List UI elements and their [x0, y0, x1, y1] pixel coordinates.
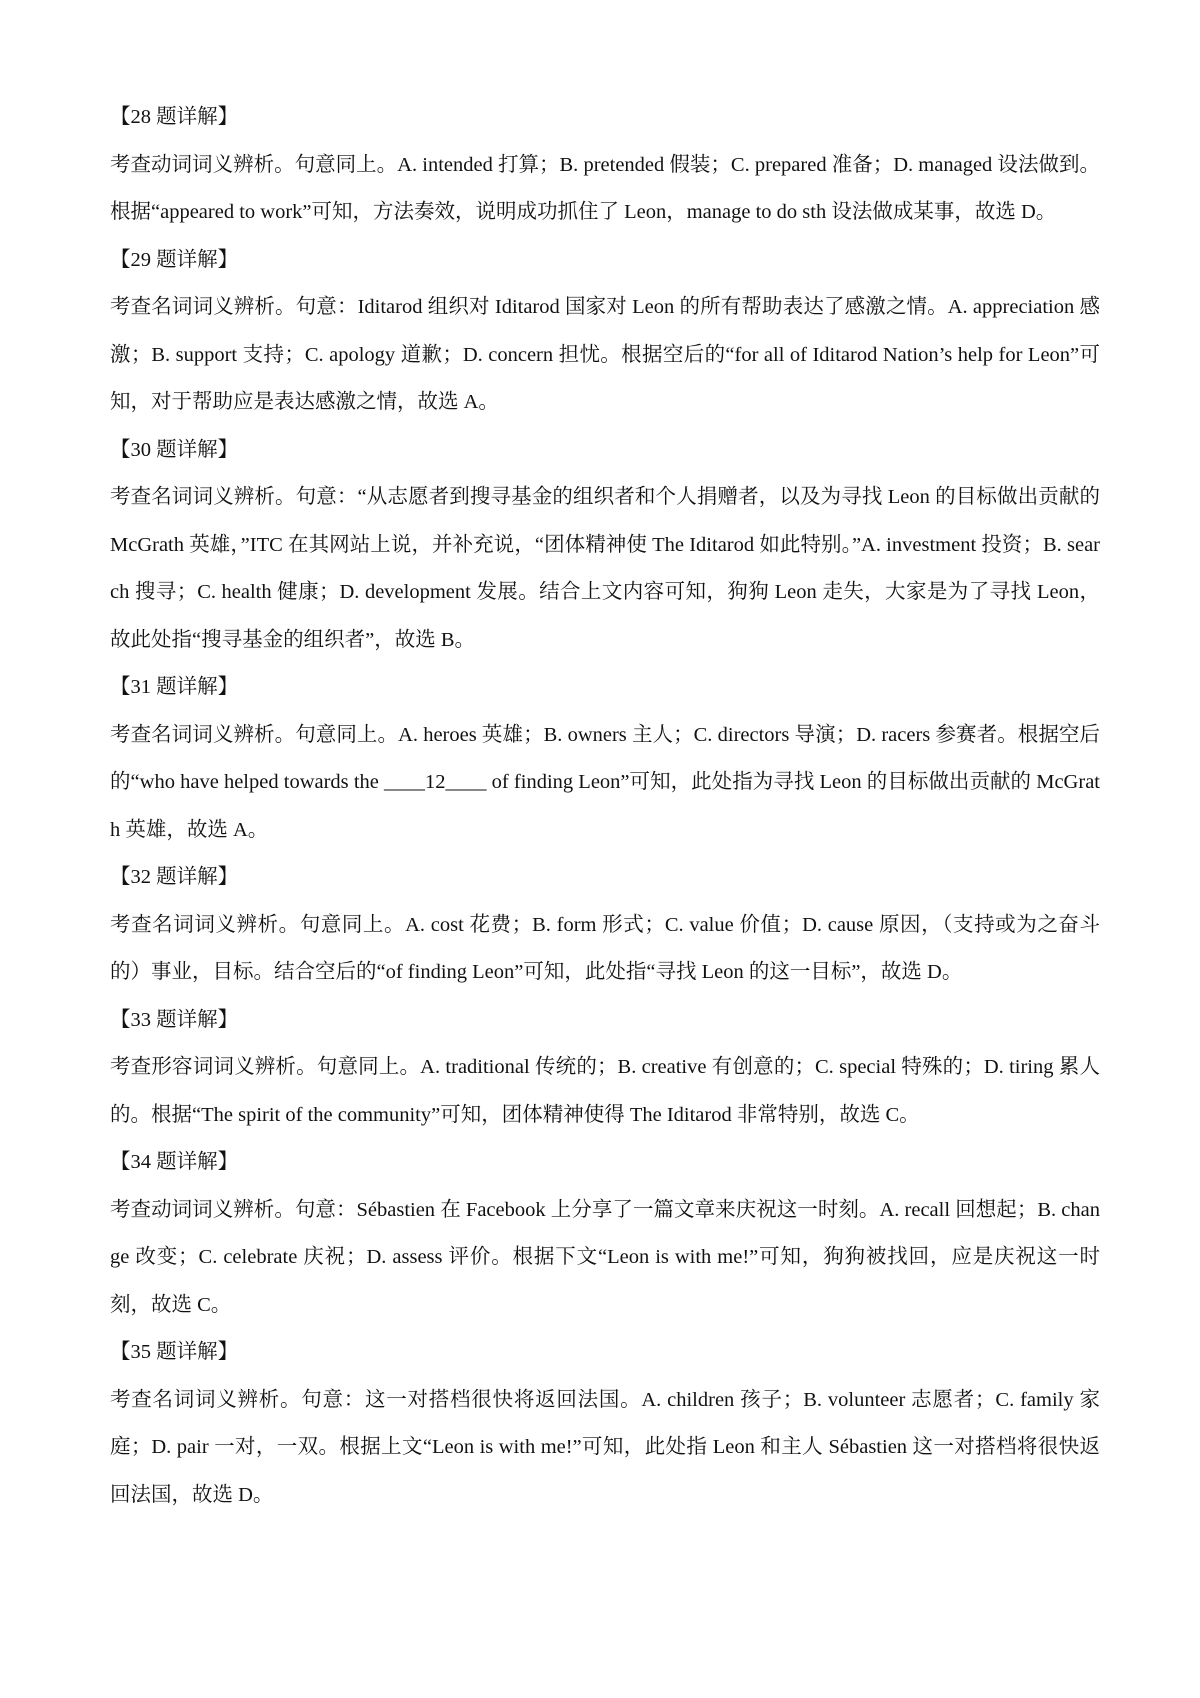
section-heading: 【28 题详解】 — [110, 106, 239, 128]
section-heading: 【35 题详解】 — [110, 1341, 239, 1363]
section-body: 考查形容词词义辨析。句意同上。A. traditional 传统的；B. creative 有创意的；C. special 特殊的；D. tiring 累人的。根据“The spirit of the community”可知，团体精神使得 The Iditarod 非常特别，故选 C。 — [110, 1056, 1100, 1126]
section-q29 — [110, 237, 1100, 427]
section-q31 — [110, 664, 1100, 854]
section-body: 考查名词词义辨析。句意：Iditarod 组织对 Iditarod 国家对 Leon 的所有帮助表达了感激之情。A. appreciation 感激；B. support 支持；C. apology 道歉；D. concern 担忧。根据空后的“for all of Iditarod Nation’s help for Leon”可知，对于帮助应是表达感激之情，故选 A。 — [110, 296, 1100, 413]
section-heading: 【29 题详解】 — [110, 248, 239, 271]
section-body: 考查名词词义辨析。句意同上。A. heroes 英雄；B. owners 主人；C. directors 导演；D. racers 参赛者。根据空后的“who have helped towards the ____12____ of finding Leon”可知，此处指为寻找 Leon 的目标做出贡献的 McGrath 英雄，故选 A。 — [110, 723, 1100, 841]
section-body: 考查名词词义辨析。句意同上。A. cost 花费；B. form 形式；C. value 价值；D. cause 原因，（支持或为之奋斗的）事业，目标。结合空后的“of finding Leon”可知，此处指“寻找 Leon 的这一目标”，故选 D。 — [110, 913, 1100, 983]
section-q30 — [110, 427, 1100, 665]
section-body: 考查名词词义辨析。句意：这一对搭档很快将返回法国。A. children 孩子；B. volunteer 志愿者；C. family 家庭；D. pair 一对，一双。根据上文“Leon is with me!”可知，此处指 Leon 和主人 Sébastien 这一对搭档将很快返回法国，故选 D。 — [110, 1388, 1100, 1506]
section-heading: 【34 题详解】 — [110, 1151, 239, 1173]
section-heading: 【32 题详解】 — [110, 866, 239, 888]
section-q35 — [110, 1329, 1100, 1519]
section-body: 考查动词词义辨析。句意：Sébastien 在 Facebook 上分享了一篇文章来庆祝这一时刻。A. recall 回想起；B. change 改变；C. celebrate 庆祝；D. assess 评价。根据下文“Leon is with me!”可知，狗狗被找回，应是庆祝这一时刻，故选 C。 — [110, 1198, 1100, 1316]
section-heading: 【33 题详解】 — [110, 1008, 239, 1031]
document-content — [110, 94, 1100, 1519]
section-heading: 【31 题详解】 — [110, 676, 239, 698]
section-q34 — [110, 1139, 1100, 1329]
section-q32 — [110, 854, 1100, 997]
section-heading: 【30 题详解】 — [110, 438, 239, 461]
section-body: 考查动词词义辨析。句意同上。A. intended 打算；B. pretended 假装；C. prepared 准备；D. managed 设法做到。根据“appeared to work”可知，方法奏效，说明成功抓住了 Leon，manage to do sth 设法做成某事，故选 D。 — [110, 153, 1100, 223]
section-body: 考查名词词义辨析。句意：“从志愿者到搜寻基金的组织者和个人捐赠者，以及为寻找 Leon 的目标做出贡献的 McGrath 英雄，”ITC 在其网站上说，并补充说，“团体精神使 The Iditarod 如此特别。”A. investment 投资；B. search 搜寻；C. health 健康；D. development 发展。结合上文内容可知，狗狗 Leon 走失，大家是为了寻找 Leon，故此处指“搜寻基金的组织者”，故选 B。 — [110, 486, 1100, 651]
section-q28 — [110, 94, 1100, 237]
section-q33 — [110, 997, 1100, 1140]
